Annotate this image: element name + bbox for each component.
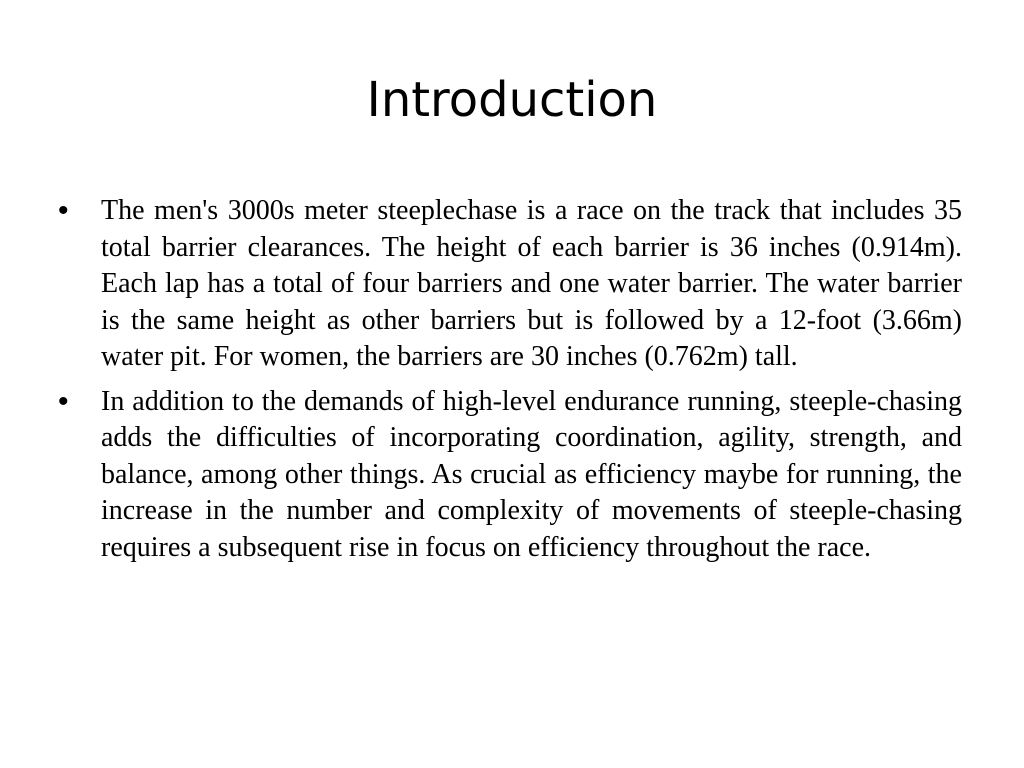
bullet-text: In addition to the demands of high-level endurance running, steeple-chasing adds the difficulties of incorporating coordination, agility, strength, and balance, among other things. As crucial as efficiency maybe for running, the increase in the number and complexity of movements of steeple-chasing requires a subsequent rise in focus on efficiency throughout the race. [101,385,962,563]
slide-title: Introduction [366,72,658,128]
bullet-icon: • [58,384,69,418]
bullet-list [58,193,962,574]
bullet-item [58,384,962,567]
bullet-icon: • [58,194,69,227]
bullet-text: The men's 3000s meter steeplechase is a race on the track that includes 35 total barrier clearances. The height of each barrier is 36 inches (0.914m). Each lap has a total of four barriers and one water barrier. The water barrier is the same height as other barriers but is followed by a 12-foot (3.66m) water pit. For women, the barriers are 30 inches (0.762m) tall. [101,195,962,372]
bullet-item [58,193,962,376]
